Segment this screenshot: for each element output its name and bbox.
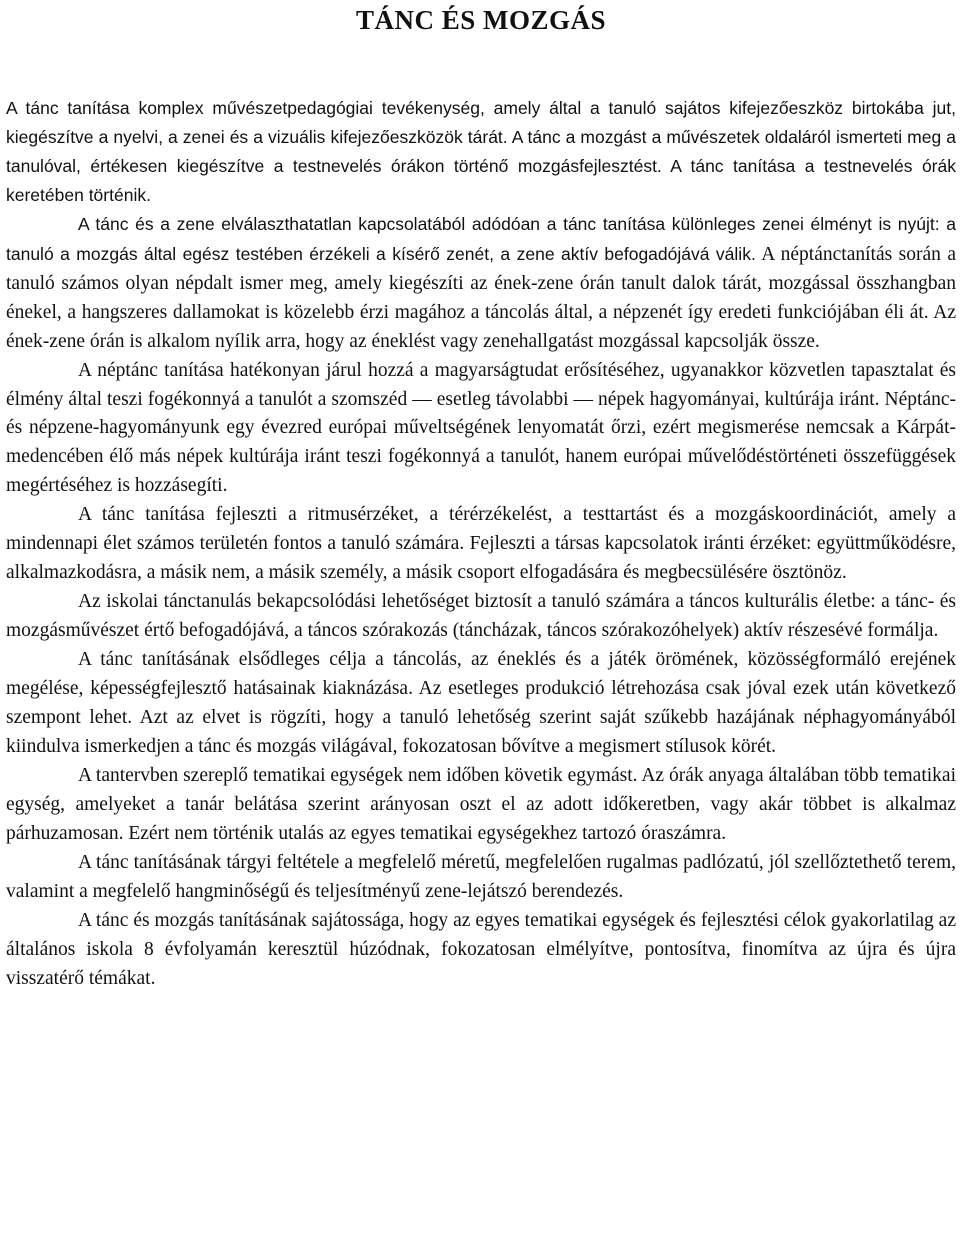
document-body (6, 94, 956, 994)
paragraph-school-dance: Az iskolai tánctanulás bekapcsolódási lehetőséget biztosít a tanuló számára a táncos kulturális életbe: a tánc- és mozgásművészet értő befogadójává, a táncos szórakozás (táncházak, táncos szórakozóhelyek) aktív részesévé formálja. (6, 591, 956, 642)
paragraph-goals: A tánc tanításának elsődleges célja a táncolás, az éneklés és a játék örömének, közösségformáló erejének megélése, képességfejlesztő hatásainak kiaknázása. Az esetleges produkció létrehozása csak jóval ezek után következő szempont lehet. Azt az elvet is rögzíti, hogy a tanuló lehetőség szerint saját szűkebb hazájának néphagyományából kiindulva ismerkedjen a tánc és mozgás világával, fokozatosan bővítve a megismert stílusok körét. (6, 649, 956, 757)
paragraph-dance-music-part1: A tánc és a zene elválaszthatatlan kapcsolatából adódóan a tánc tanítása különleges zenei élményt is nyújt: a tanuló a mozgás által egész testében érzékeli a kísérő zenét, a zene aktív befogadójává válik. (6, 213, 956, 264)
paragraph-specifics: A tánc és mozgás tanításának sajátossága, hogy az egyes tematikai egységek és fejlesztési célok gyakorlatilag az általános iskola 8 évfolyamán keresztül húzódnak, fokozatosan elmélyítve, pontosítva, finomítva az újra és újra visszatérő témákat. (6, 909, 956, 989)
paragraph-dance-music-part2: A néptánctanítás során a tanuló számos olyan népdalt ismer meg, amely kiegészíti az ének-zene órán tanult dalok tárát, mozgással összhangban énekel, a hangszeres dallamokat is közelebb érzi magához a táncolás által, a népzenét így eredeti funkciójában éli át. Az ének-zene órán is alkalom nyílik arra, hogy az éneklést vagy zenehallgatást mozgással kapcsolják össze. (6, 243, 956, 352)
document-title: TÁNC ÉS MOZGÁS (355, 5, 607, 35)
paragraph-conditions: A tánc tanításának tárgyi feltétele a megfelelő méretű, megfelelően rugalmas padlózatú, jól szellőztethető terem, valamint a megfelelő hangminőségű és teljesítményű zene-lejátszó berendezés. (6, 851, 956, 902)
paragraph-curriculum: A tantervben szereplő tematikai egységek nem időben követik egymást. Az órák anyaga általában több tematikai egység, amelyeket a tanár belátása szerint arányosan oszt el az adott időkeretben, vagy akár többet is alkalmaz párhuzamosan. Ezért nem történik utalás az egyes tematikai egységekhez tartozó óraszámra. (6, 764, 956, 844)
paragraph-folk-dance: A néptánc tanítása hatékonyan járul hozzá a magyarságtudat erősítéséhez, ugyanakkor közvetlen tapasztalat és élmény által teszi fogékonnyá a tanulót a szomszéd — esetleg távolabbi — népek hagyományai, kultúrája iránt. Néptánc- és népzene-hagyományunk egy évezred európai műveltségének lenyomatát őrzi, ezért megismerése nemcsak a Kárpát-medencében élő más népek kultúrája iránt teszi fogékonnyá a tanulót, hanem európai művelődéstörténeti összefüggések megértéséhez is hozzásegíti. (6, 359, 956, 497)
paragraph-intro: A tánc tanítása komplex művészetpedagógiai tevékenység, amely által a tanuló sajátos kifejezőeszköz birtokába jut, kiegészítve a nyelvi, a zenei és a vizuális kifejezőeszközök tárát. A tánc a mozgást a művészetek oldaláról ismerteti meg a tanulóval, értékesen kiegészítve a testnevelés órákon történő mozgásfejlesztést. A tánc tanítása a testnevelés órák keretében történik. (6, 98, 956, 205)
paragraph-skills: A tánc tanítása fejleszti a ritmusérzéket, a térérzékelést, a testtartást és a mozgáskoordinációt, amely a mindennapi élet számos területén fontos a tanuló számára. Fejleszti a társas kapcsolatok iránti érzéket: együttműködésre, alkalmazkodásra, a másik nem, a másik személy, a másik csoport elfogadására és megbecsülésére ösztönöz. (6, 504, 956, 584)
document-page (6, 0, 956, 994)
paragraph-dance-music (6, 210, 956, 357)
